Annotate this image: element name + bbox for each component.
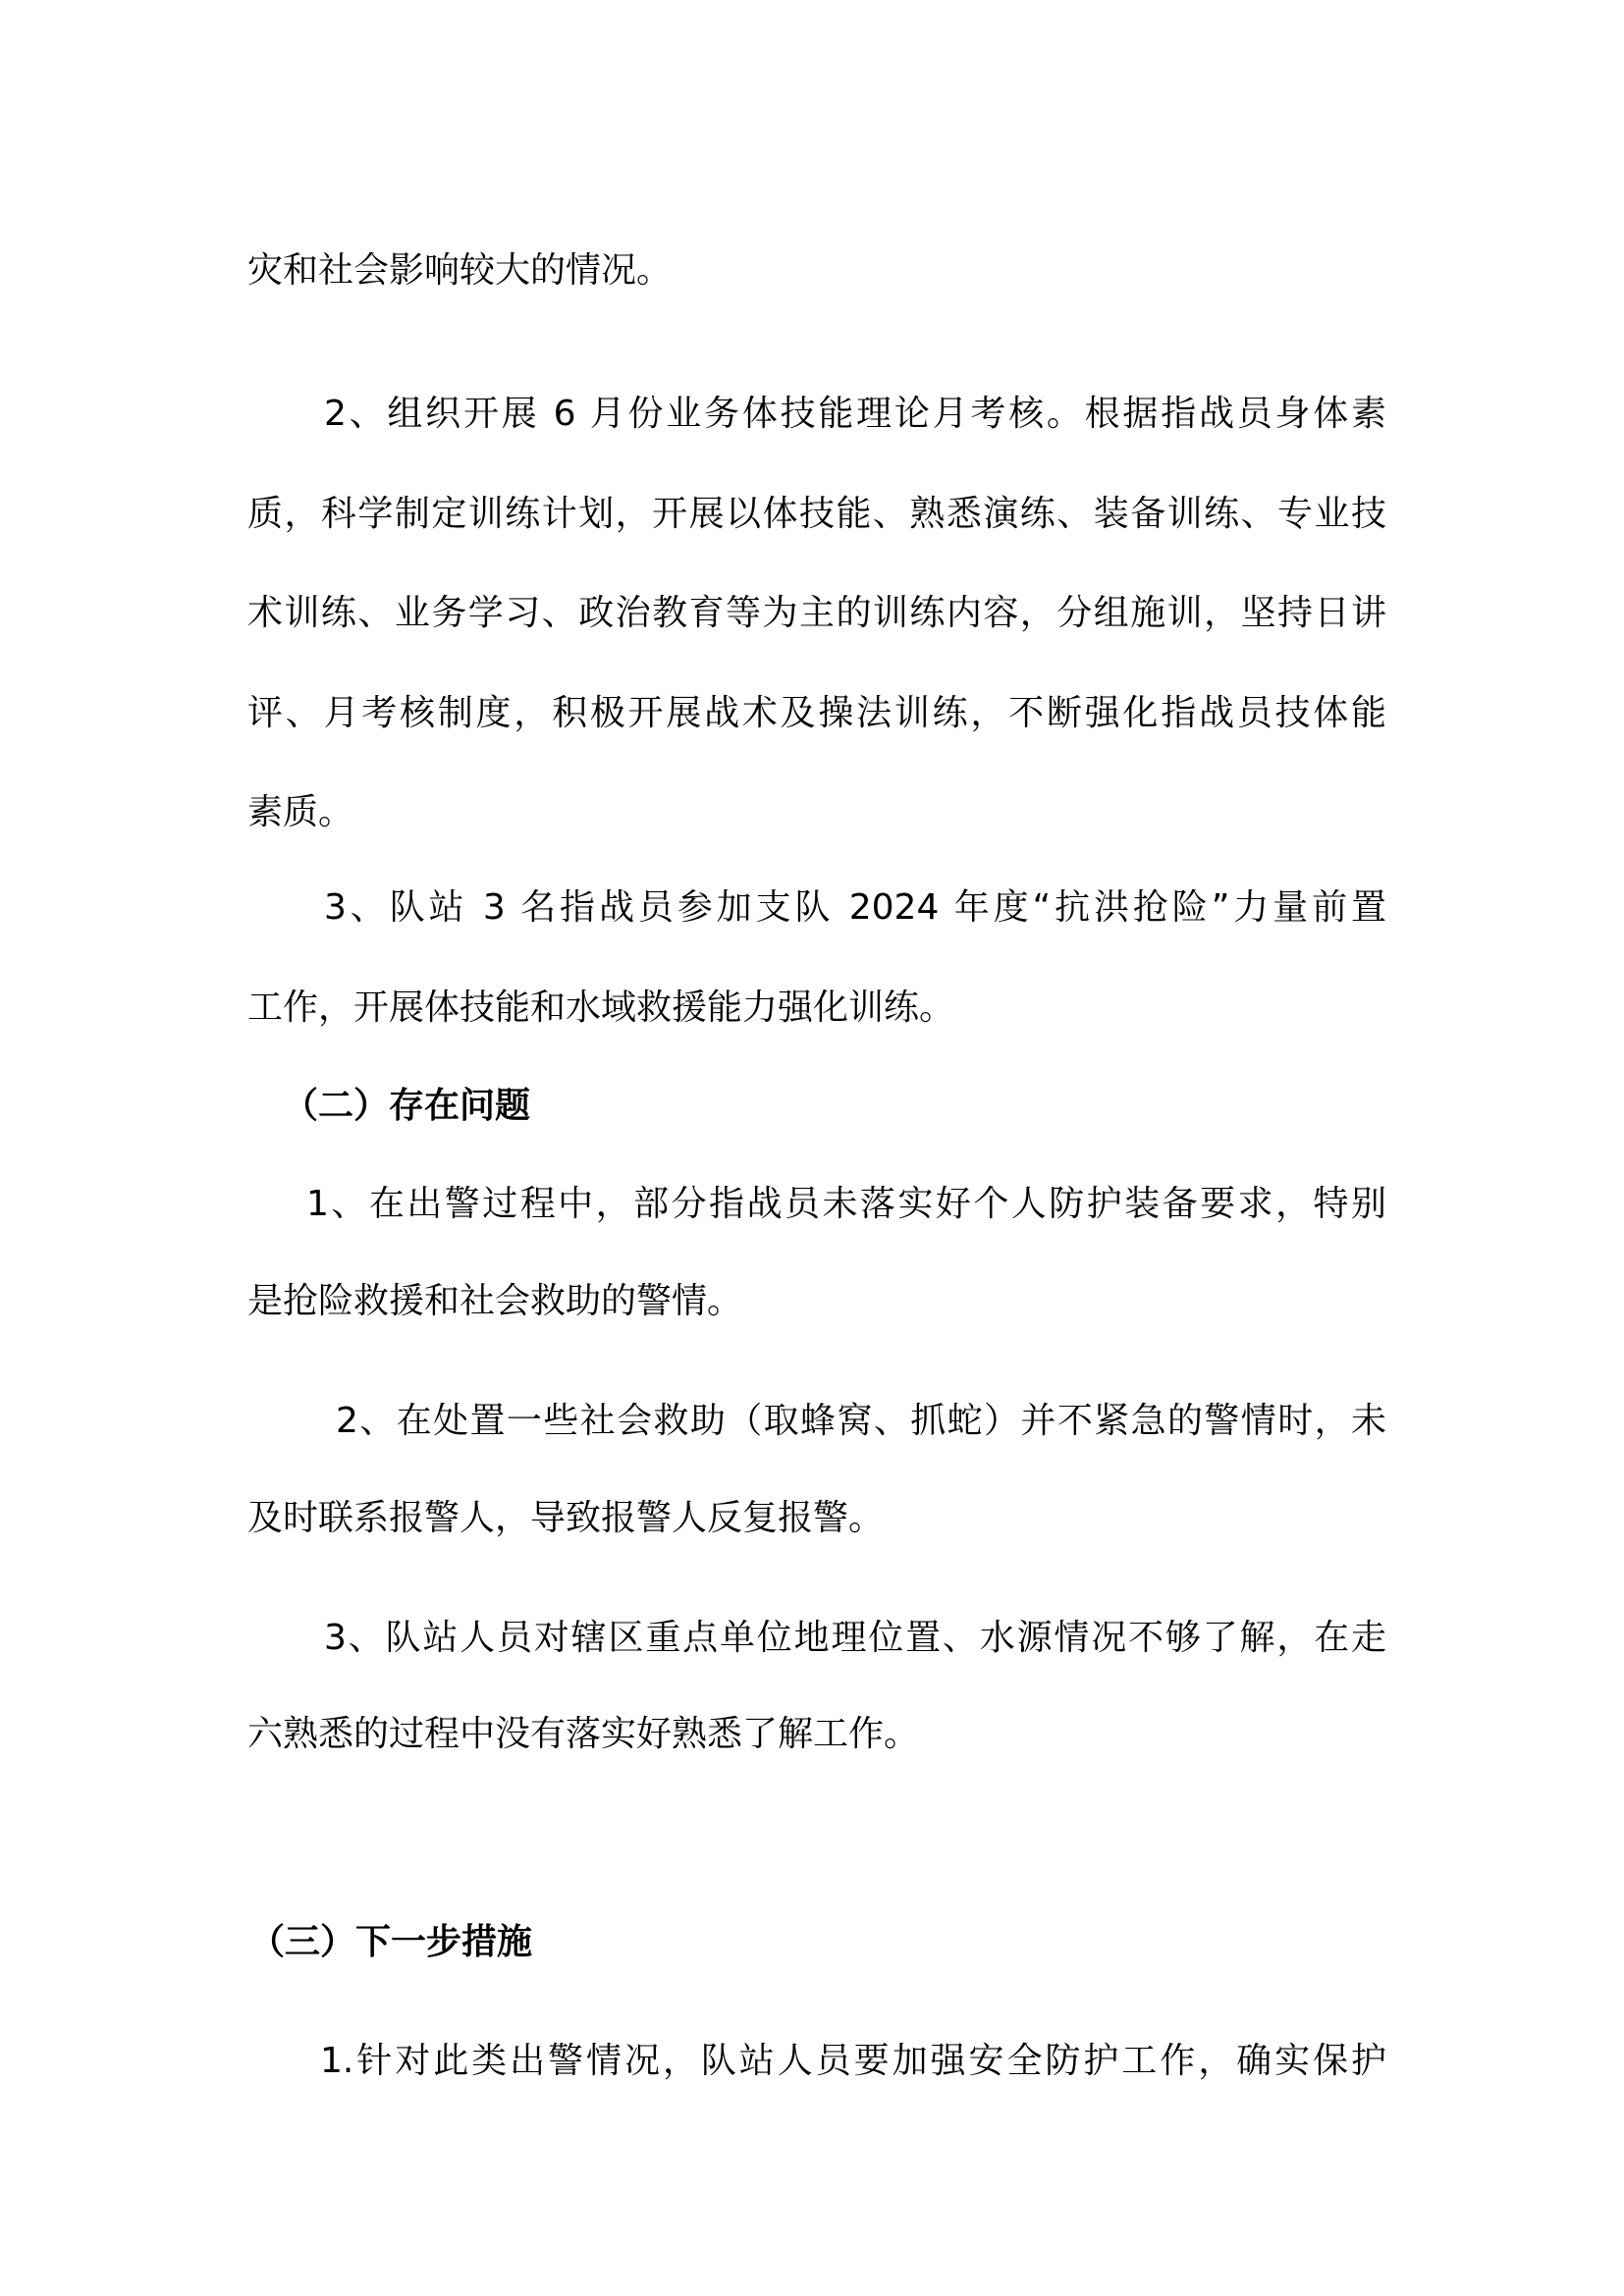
problem-2-line-2: 及时联系报警人，导致报警人反复报警。: [247, 1498, 885, 1538]
item-2-line-2: 质，科学制定训练计划，开展以体技能、熟悉演练、装备训练、专业技: [247, 494, 1386, 534]
section-heading-problems: （二）存在问题: [283, 1086, 531, 1126]
measure-1-line-1: 1.针对此类出警情况，队站人员要加强安全防护工作，确实保护: [320, 2041, 1386, 2081]
section-heading-next-steps: （三）下一步措施: [249, 1922, 533, 1962]
item-2-line-3: 术训练、业务学习、政治教育等为主的训练内容，分组施训，坚持日讲: [247, 593, 1386, 633]
problem-1-line-1: 1、在出警过程中，部分指战员未落实好个人防护装备要求，特别: [306, 1184, 1386, 1224]
item-2-line-4: 评、月考核制度，积极开展战术及操法训练，不断强化指战员技体能: [247, 693, 1386, 733]
item-2-line-1: 2、组织开展 6 月份业务体技能理论月考核。根据指战员身体素: [324, 394, 1386, 434]
item-2-line-5: 素质。: [247, 792, 354, 832]
item-3-line-2: 工作，开展体技能和水域救援能力强化训练。: [247, 988, 955, 1028]
problem-2-line-1: 2、在处置一些社会救助（取蜂窝、抓蛇）并不紧急的警情时，未: [336, 1401, 1386, 1441]
problem-3-line-1: 3、队站人员对辖区重点单位地理位置、水源情况不够了解，在走: [324, 1618, 1386, 1658]
paragraph-continuation: 灾和社会影响较大的情况。: [247, 250, 673, 291]
problem-3-line-2: 六熟悉的过程中没有落实好熟悉了解工作。: [247, 1714, 920, 1754]
item-3-line-1: 3、队站 3 名指战员参加支队 2024 年度“抗洪抢险”力量前置: [324, 887, 1386, 928]
problem-1-line-2: 是抢险救援和社会救助的警情。: [247, 1281, 743, 1321]
